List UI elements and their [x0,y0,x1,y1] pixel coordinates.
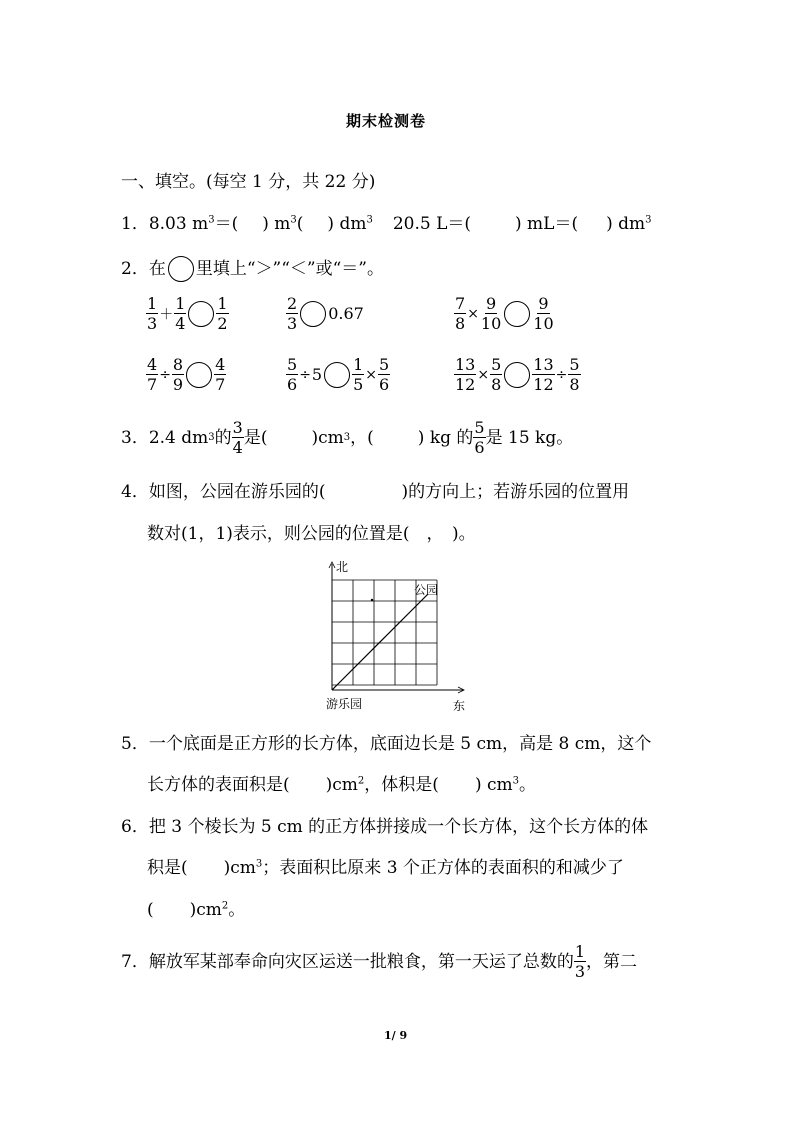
q3-text: 是 15 kg。 [485,427,574,448]
north-label: 北 [336,560,349,574]
q5-text: 。 [519,775,536,795]
answer-circle[interactable] [504,301,530,327]
q3-text: )cm [311,427,344,448]
answer-circle[interactable] [300,301,326,327]
east-label: 东 [453,699,466,713]
superscript: 2 [221,900,229,912]
marker-dot [371,599,373,601]
q5-text: ，体积是( [364,775,439,795]
q4-text: )的方向上；若游乐园的位置用 [401,482,630,502]
fraction: $\frac{1}{3}$ [574,942,586,981]
decimal-value: 0.67 [328,304,364,323]
q7-text: 解放军某部奉命向灾区运送一批粮食，第一天运了总数的 [148,951,574,972]
question-number: 3． [121,427,149,448]
q3-text: 是( [243,427,268,448]
q6-text: 。 [228,900,246,920]
fraction: $\frac{9}{10}$ [480,294,502,333]
question-2 [121,256,384,282]
q1-text: ) mL＝( [515,214,579,234]
path-line [332,594,428,690]
park-label: 公园 [414,583,439,597]
q1-text: ) dm [327,214,367,234]
superscript: 3 [290,214,297,226]
divide-sign: ÷ [299,366,311,383]
answer-circle[interactable] [324,362,350,388]
answer-circle[interactable] [504,362,530,388]
superscript: 3 [208,214,215,226]
q3-text: ) kg 的 [417,427,474,448]
fraction: $\frac{2}{3}$ [287,294,298,333]
q3-text: ，( [350,427,374,448]
q1-text: 8.03 m [148,214,209,234]
fraction: $\frac{5}{6}$ [474,418,485,457]
question-5-line-1 [121,733,651,755]
q6-text: 积是( [147,858,188,878]
fraction: $\frac{3}{4}$ [232,418,243,457]
superscript: 2 [357,775,365,787]
fraction: $\frac{7}{8}$ [455,294,466,333]
question-6-line-2 [147,857,624,879]
q5-text: 一个底面是正方形的长方体，底面边长是 5 cm，高是 8 cm，这个 [148,734,652,754]
question-1 [121,213,652,235]
question-number: 7． [121,951,149,972]
fraction: $\frac{4}{7}$ [215,355,226,394]
answer-circle[interactable] [188,301,214,327]
section-heading: 一、填空。(每空 1 分，共 22 分) [121,172,376,192]
q1-text: 20.5 L＝( [392,214,472,234]
q5-text: ) cm [474,775,513,795]
q1-text: ( [296,214,304,234]
fraction: $\frac{1}{4}$ [175,294,186,333]
times-sign: × [365,366,378,383]
superscript: 3 [645,214,652,226]
q3-text: 的 [214,427,232,448]
question-number: 6． [121,817,149,837]
q3-text: 2.4 dm [148,427,209,448]
expression-5 [286,355,390,394]
q1-text: ＝( [214,214,239,234]
page-number: 1/ 9 [384,1029,408,1042]
q6-text: )cm [223,858,256,878]
divide-sign: ÷ [159,366,171,383]
grid-map [322,558,482,718]
superscript: 3 [512,775,519,787]
expression-4 [146,355,226,394]
q6-text: ( [147,900,154,920]
fraction: $\frac{8}{9}$ [172,355,184,394]
axes [332,564,464,690]
superscript: 3 [366,214,373,226]
q4-text: 如图，公园在游乐园的( [148,482,326,502]
fraction: $\frac{5}{8}$ [491,355,502,394]
question-number: 2． [121,259,149,279]
question-4-line-2: 数对(1，1)表示，则公园的位置是( ， )。 [147,524,476,544]
fraction: $\frac{13}{12}$ [455,355,476,394]
question-5-line-2 [147,774,536,796]
fraction: $\frac{5}{6}$ [379,355,390,394]
question-6-line-3 [147,899,245,921]
q2-text: 在 [148,259,166,279]
q7-text: ，第二 [586,951,638,972]
times-sign: × [467,305,479,322]
expression-2 [286,294,364,333]
question-6-line-1 [121,816,648,838]
q5-text: 长方体的表面积是( [147,775,290,795]
question-number: 1． [121,214,149,234]
question-4-line-1 [121,481,629,503]
question-number: 5． [121,734,149,754]
fraction: $\frac{13}{12}$ [533,355,554,394]
amusement-park-label: 游乐园 [326,697,363,711]
question-7 [121,942,637,981]
integer-value: 5 [311,365,323,384]
superscript: 3 [255,858,263,870]
q6-text: )cm [189,900,222,920]
plus-sign: ＋ [159,306,174,323]
question-3: 3． 2.4 dm 3 的 $\frac{3}{4}$ 是( )cm 3 ，( ) kg 的 $\frac{5}{6}$ 是 15 kg。 [121,418,574,457]
compare-circle-icon [168,256,194,282]
q6-text: ；表面积比原来 3 个正方体的表面积的和减少了 [262,858,624,878]
divide-sign: ÷ [555,366,568,383]
expression-6 [454,355,581,394]
fraction: $\frac{1}{5}$ [353,355,364,394]
expression-3 [454,294,555,333]
page-title: 期末检测卷 [346,112,427,130]
fraction: $\frac{9}{10}$ [533,294,554,333]
q1-text: ) dm [606,214,646,234]
fraction: $\frac{4}{7}$ [147,355,158,394]
q1-text: ) m [262,214,291,234]
expression-1 [146,294,229,333]
fraction: $\frac{5}{6}$ [287,355,298,394]
question-number: 4． [121,482,149,502]
answer-circle[interactable] [186,362,212,388]
q5-text: )cm [325,775,358,795]
times-sign: × [477,366,490,383]
q2-text: 里填上“＞”“＜”或“＝”。 [195,259,384,279]
fraction: $\frac{1}{2}$ [217,294,228,333]
q6-text: 把 3 个棱长为 5 cm 的正方体拼接成一个长方体，这个长方体的体 [148,817,649,837]
fraction: $\frac{1}{3}$ [147,294,158,333]
fraction: $\frac{5}{8}$ [569,355,580,394]
